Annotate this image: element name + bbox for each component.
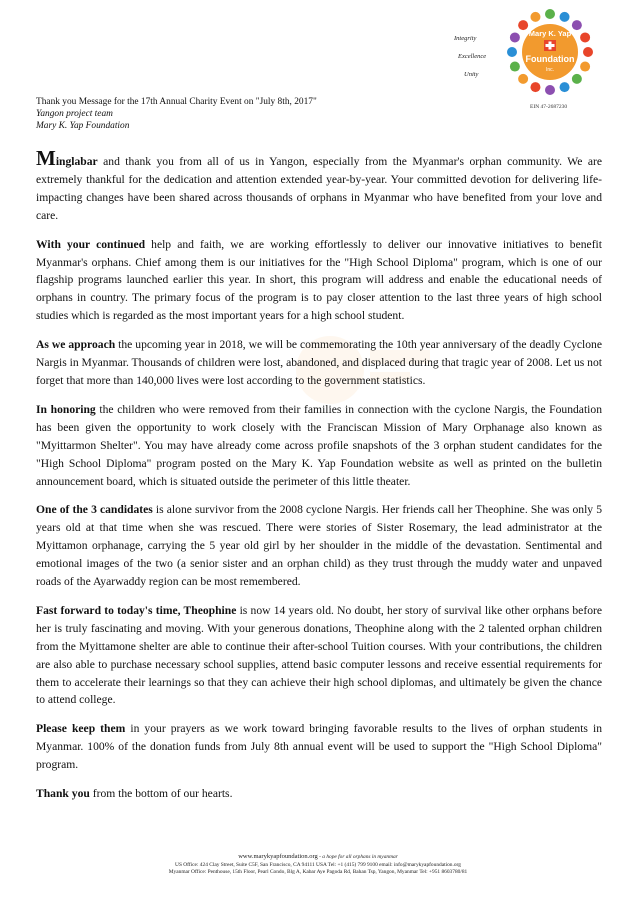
logo-child-figure: [583, 47, 593, 57]
paragraph-2: [36, 236, 602, 326]
paragraph-5-text: is alone survivor from the 2008 cyclone Nargis. Her friends call her Theophine. She was only 5 years old at that time when she was rescued. There were stories of Sister Rosemary, the lead administrator at the Myittamon orphanage, carrying the 5 year old girl by her shoulder in the middle of the devastation. Sentimental and emotional images of the two (a senior sister and an orphan child) as they trust through the muddy water and unpaved roads of the Ayarwaddy region can be most remembered.: [36, 503, 603, 589]
logo-name: Mary K. Yap: [528, 29, 572, 38]
paragraph-8-text: from the bottom of our hearts.: [89, 787, 233, 801]
dropcap: M: [36, 146, 56, 170]
logo-child-figure: [518, 20, 528, 30]
logo-child-figure: [518, 74, 528, 84]
paragraph-7-lead: Please keep them: [36, 722, 126, 736]
logo-child-figure: [510, 32, 520, 42]
us-office-address: US Office: 424 Clay Street, Suite C5F, San Francisco, CA 94111 USA Tel: +1 (415) 799 9100 email: info@marykyapfoundation.org: [175, 861, 461, 868]
paragraph-4-lead: In honoring: [36, 402, 96, 416]
logo-child-figure: [545, 85, 555, 95]
ein-number: EIN 47-2687230: [530, 104, 568, 110]
paragraph-3: [36, 336, 602, 390]
logo-child-figure: [560, 12, 570, 22]
website-link[interactable]: www.marykyapfoundation.org: [238, 853, 318, 860]
paragraph-4-text: the children who were removed from their families in connection with the cyclone Nargis, the Foundation has been given the opportunity to work closely with the Franciscan Mission of Mary Orphanage also known as "Myittarmon Shelter". You may have already come across profile snapshots of the 3 orphan student candidates for the "High School Diploma" program posted on the Mary K. Yap Foundation website as well as printed on the bulletin announcement board, which is situated outside the perimeter of this little theater.: [36, 402, 602, 488]
letter-footer: [0, 853, 636, 877]
logo-child-figure: [572, 20, 582, 30]
footer-tagline: - a hope for all orphans in myanmar: [317, 854, 398, 860]
letter-body: [36, 146, 603, 814]
logo-child-figure: [530, 82, 540, 92]
logo-child-figure: [530, 12, 540, 22]
myanmar-office-address: Myanmar Office: Penthouse, 15th Floor, Pearl Condo, Blg A, Kabar Aye Pagoda Rd, Bahan Tsp, Yangon, Myanmar Tel: +951 8603780/81: [168, 869, 468, 876]
paragraph-1: [36, 146, 602, 225]
letter-org: Mary K. Yap Foundation: [36, 121, 130, 131]
paragraph-7-text: in your prayers as we work toward bringing favorable results to the lives of orphan students in Myanmar. 100% of the donation funds from July 8th annual event will be used to support the "High School Diploma" program.: [36, 722, 602, 772]
logo-child-figure: [507, 47, 517, 57]
paragraph-4: [36, 401, 602, 491]
letter-team: Yangon project team: [36, 109, 113, 119]
logo-child-figure: [560, 82, 570, 92]
first-word: inglabar: [55, 155, 98, 168]
paragraph-1-text: and thank you from all of us in Yangon, especially from the Myanmar's orphan community. We are extremely thankful for the dedication and attention extended year-by-year. Your committed devotion for delivering life-impacting changes have been shared across thousands of orphans in Myanmar who have benefited from your love and care.: [36, 155, 602, 222]
paragraph-6-text: is now 14 years old. No doubt, her story of survival like other orphans before her is truly fascinating and moving. With your generous donations, Theophine along with the 2 talented orphan children from the Myittamone shelter are able to continue their after-school Tuition courses. With your contributions, the children are also able to purchase necessary school supplies, attend basic computer lessons and receive essential requirements for them to accelerate their learnings so that they can achieve their high school diplomas, and ultimately be given the chance to attend college.: [36, 603, 602, 707]
logo-child-figure: [572, 74, 582, 84]
paragraph-8: [36, 785, 602, 803]
logo-child-figure: [580, 62, 590, 72]
logo-inc: Inc.: [545, 67, 555, 73]
logo-child-figure: [545, 9, 555, 19]
paragraph-7: [36, 720, 602, 774]
value-integrity: Integrity: [454, 35, 477, 42]
logo-child-figure: [580, 32, 590, 42]
paragraph-3-lead: As we approach: [36, 338, 116, 352]
logo-child-figure: [510, 62, 520, 72]
paragraph-3-text: the upcoming year in 2018, we will be commemorating the 10th year anniversary of the deadly Cyclone Nargis in Myanmar. Thousands of children were lost, abandoned, and displaced during that tragic year of 2008. Let us not forget that more than 140,000 lives were lost according to the government statistics.: [36, 338, 602, 387]
foundation-values: [454, 30, 486, 84]
paragraph-5: [36, 501, 602, 591]
paragraph-6-lead: Fast forward to today's time, Theophine: [36, 603, 237, 617]
letter-heading: [36, 96, 317, 132]
paragraph-6: [36, 602, 602, 709]
value-unity: Unity: [464, 71, 479, 78]
value-excellence: Excellence: [458, 53, 487, 60]
paragraph-2-text: help and faith, we are working effortlessly to deliver our innovative initiatives to benefit Myanmar's orphans. Chief among them is our initiatives for the "High School Diploma" program, which is one of our flagship programs launched earlier this year. In short, this program will address and enable the educational needs of orphans in country. The primary focus of the program is to pay closer attention to the last three years of high school studies which is regarded as the most important years for a high school student.: [36, 237, 602, 323]
paragraph-2-lead: With your continued: [36, 237, 146, 251]
paragraph-5-lead: One of the 3 candidates: [36, 503, 153, 517]
foundation-logo: [504, 6, 596, 98]
logo-foundation: Foundation: [525, 54, 575, 64]
paragraph-8-lead: Thank you: [36, 787, 90, 801]
letter-title: Thank you Message for the 17th Annual Charity Event on "July 8th, 2017": [36, 97, 317, 107]
